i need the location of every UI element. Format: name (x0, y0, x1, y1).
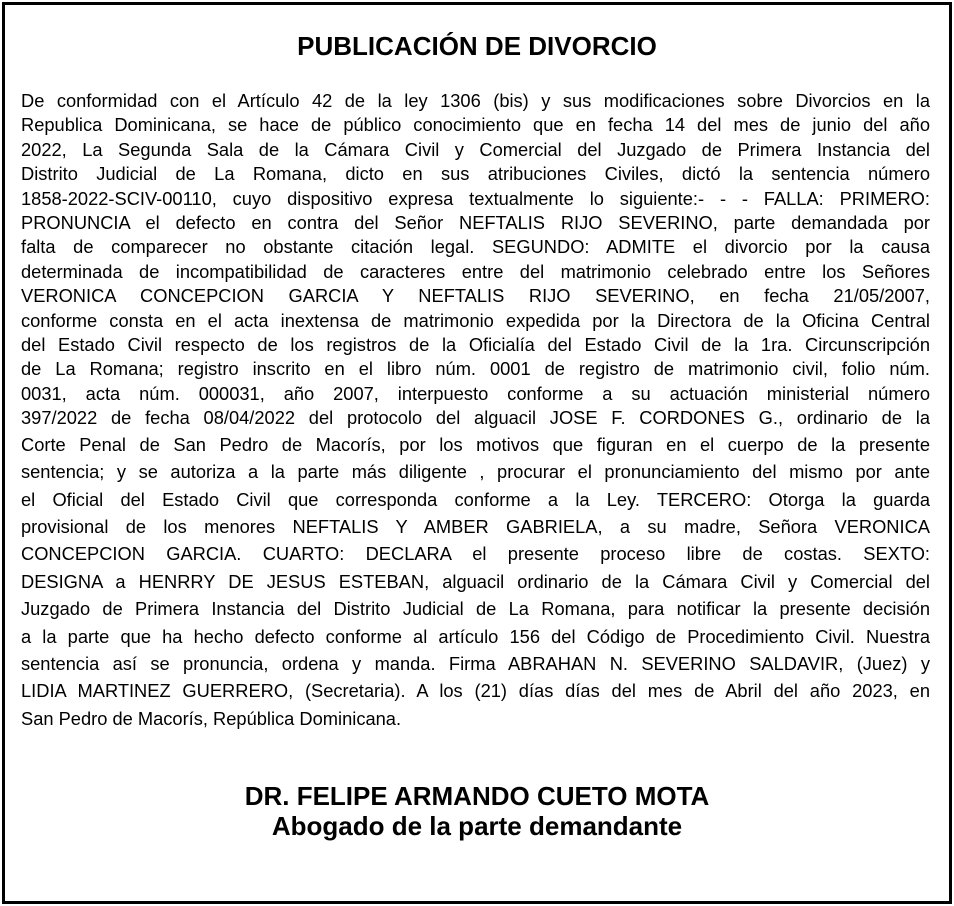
body-line: Juzgado de Primera Instancia del Distrito Judicial de La Romana, para notificar la presente decisión (21, 598, 930, 620)
signer-role: Abogado de la parte demandante (271, 811, 683, 841)
body-line: 2022, La Segunda Sala de la Cámara Civil y Comercial del Juzgado de Primera Instancia del (21, 138, 930, 160)
body-line: provisional de los menores NEFTALIS Y AMBER GABRIELA, a su madre, Señora VERONICA (21, 515, 930, 537)
body-line: falta de comparecer no obstante citación legal. SEGUNDO: ADMITE el divorcio por la causa (21, 236, 930, 258)
signer-name: DR. FELIPE ARMANDO CUETO MOTA (244, 781, 710, 811)
notice-body (21, 89, 930, 732)
body-line: San Pedro de Macorís, República Dominicana. (21, 707, 402, 729)
body-line: conforme consta en el acta inextensa de matrimonio expedida por la Directora de la Oficina Central (21, 309, 930, 331)
body-line: VERONICA CONCEPCION GARCIA Y NEFTALIS RIJO SEVERINO, en fecha 21/05/2007, (21, 285, 930, 307)
body-line: De conformidad con el Artículo 42 de la ley 1306 (bis) y sus modificaciones sobre Divorcios en la (21, 90, 930, 111)
body-line: el Oficial del Estado Civil que corresponda conforme a la Ley. TERCERO: Otorga la guarda (21, 488, 930, 510)
body-line: Republica Dominicana, se hace de público conocimiento que en fecha 14 del mes de junio del año (21, 114, 930, 136)
body-line: 397/2022 de fecha 08/04/2022 del protocolo del alguacil JOSE F. CORDONES G., ordinario de la (21, 407, 930, 429)
body-line: CONCEPCION GARCIA. CUARTO: DECLARA el presente proceso libre de costas. SEXTO: (21, 543, 930, 565)
notice-title: PUBLICACIÓN DE DIVORCIO (297, 31, 657, 61)
body-line: 0031, acta núm. 000031, año 2007, interpuesto conforme a su actuación ministerial número (21, 382, 930, 404)
body-line: determinada de incompatibilidad de caracteres entre del matrimonio celebrado entre los Señores (21, 260, 930, 282)
body-line: sentencia así se pronuncia, ordena y manda. Firma ABRAHAN N. SEVERINO SALDAVIR, (Juez) y (21, 652, 930, 674)
body-line: Distrito Judicial de La Romana, dicto en sus atribuciones Civiles, dictó la sentencia número (21, 163, 930, 185)
body-line: PRONUNCIA el defecto en contra del Señor NEFTALIS RIJO SEVERINO, parte demandada por (21, 212, 930, 234)
body-line: de La Romana; registro inscrito en el libro núm. 0001 de registro de matrimonio civil, folio núm. (21, 358, 930, 380)
body-line: 1858-2022-SCIV-00110, cuyo dispositivo expresa textualmente lo siguiente:- - - FALLA: PRIMERO: (21, 187, 930, 209)
body-line: LIDIA MARTINEZ GUERRERO, (Secretaria). A los (21) días días del mes de Abril del año 2023, en (21, 680, 930, 702)
body-line: del Estado Civil respecto de los registros de la Oficialía del Estado Civil de la 1ra. Circunscripción (21, 334, 930, 356)
body-line: DESIGNA a HENRRY DE JESUS ESTEBAN, alguacil ordinario de la Cámara Civil y Comercial del (21, 570, 930, 592)
body-line: sentencia; y se autoriza a la parte más diligente , procurar el pronunciamiento del mismo por ante (21, 461, 930, 483)
body-line: a la parte que ha hecho defecto conforme al artículo 156 del Código de Procedimiento Civil. Nuestra (21, 625, 930, 647)
divorce-notice (2, 2, 952, 904)
signature-block (5, 781, 949, 841)
body-line: Corte Penal de San Pedro de Macorís, por los motivos que figuran en el cuerpo de la presente (21, 433, 930, 455)
